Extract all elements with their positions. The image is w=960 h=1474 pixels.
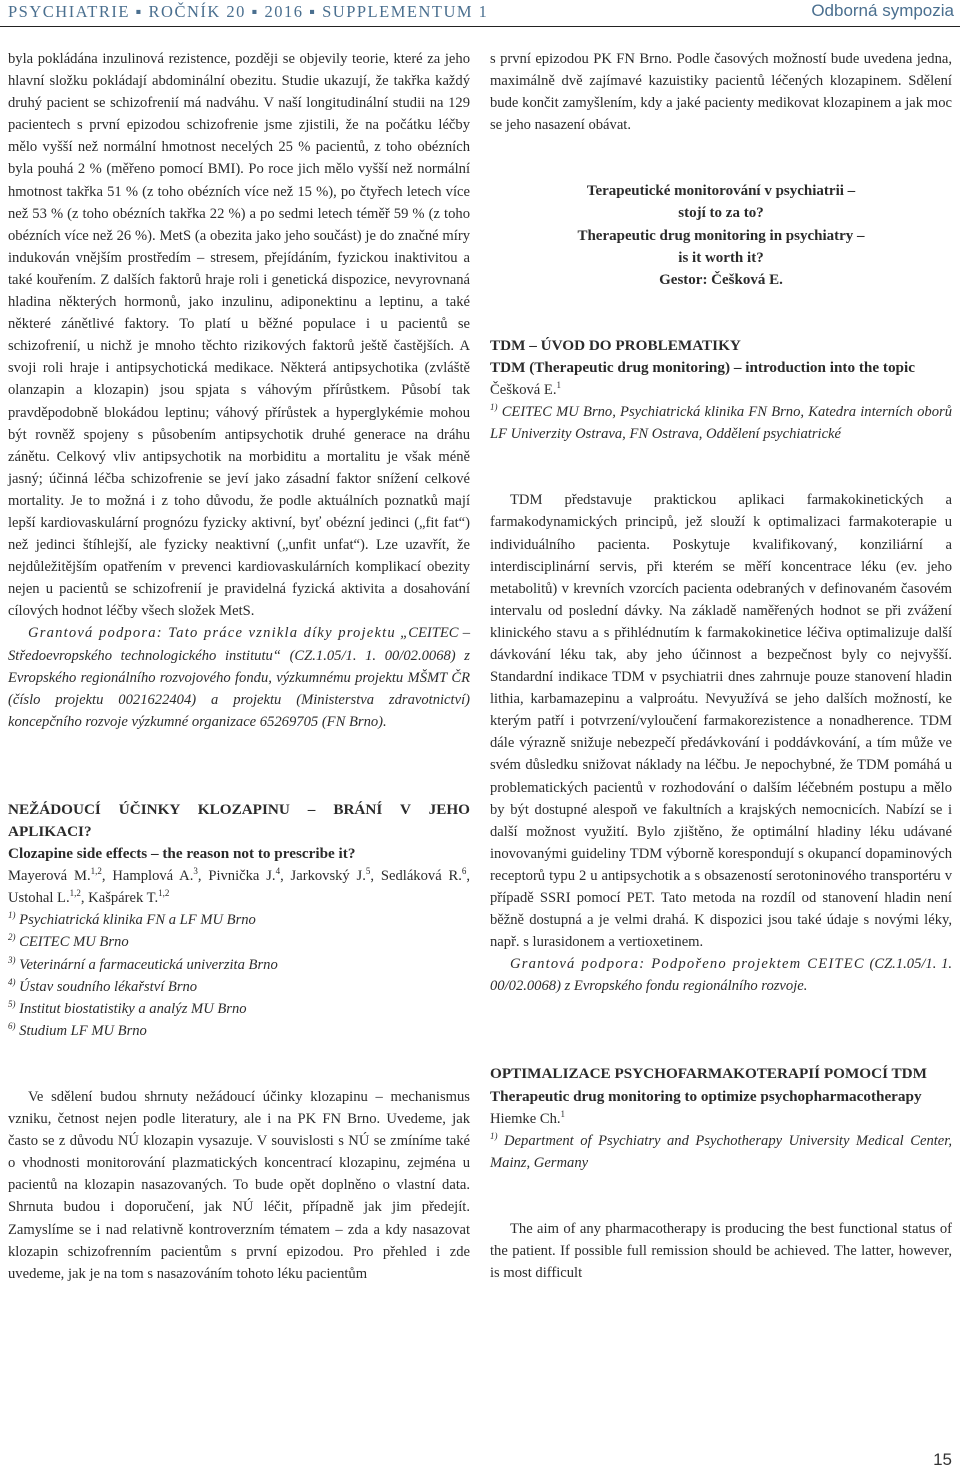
affiliation: $^{5)}$ Institut biostatistiky a analýz MU Brno xyxy=(8,998,247,1017)
affiliation: $^{4)}$ Ústav soudního lékařství Brno xyxy=(8,976,198,995)
tdm-author: Češková E.$^1$ xyxy=(490,380,561,399)
tdm-grant xyxy=(490,953,952,997)
symposium-title-en-2: is it worth it? xyxy=(678,249,764,266)
author: Hamplová A.$^3$, xyxy=(112,866,209,885)
left-column xyxy=(8,48,470,1448)
opt-body: The aim of any pharmacotherapy is producing the best functional status of the patient. If possible full remission should be achieved. The latter, however, is most difficult xyxy=(490,1220,952,1282)
opt-title-cz: OPTIMALIZACE PSYCHOFARMAKOTERAPIÍ POMOCÍ TDM xyxy=(490,1065,927,1083)
tdm-title-en: TDM (Therapeutic drug monitoring) – introduction into the topic xyxy=(490,358,915,376)
opt-title-en: Therapeutic drug monitoring to optimize psychopharmacotherapy xyxy=(490,1087,922,1105)
klozapin-title-cz: NEŽÁDOUCÍ ÚČINKY KLOZAPINU – BRÁNÍ V JEHO APLIKACI? xyxy=(8,800,470,840)
author: Mayerová M.$^{1,2}$, xyxy=(8,866,113,885)
symposium-title-en: Therapeutic drug monitoring in psychiatry – xyxy=(577,227,865,244)
spacer xyxy=(490,1174,952,1218)
tdm-body: TDM představuje praktickou aplikaci farmakokinetických a farmakodynamických principů, jež slouží k optimalizaci farmakoterapie u individuálního pacienta. Poskytuje kvalifikovaný, konziliární a interdisciplinární servis, při kterém se měří koncentrace léku (ev. jeho metabolitů) v krevních vzorcích pacienta odebraných v definovaném časovém intervalu od poslední dávky. Na základě naměřených hodnot se při zvážení klinického stavu a s přihlédnutím k farmakokinetice léčiva optimalizuje další dávkování léku tak, aby jeho účinnost a bezpečnost byly co nejvyšší. Standardní indikace TDM v psychiatrii dnes zahrnuje pouze stanovení hladin lithia, karbamazepinu a valproátu. Nevyužívá se jeho dalších možností, ke kterým patří i potvrzení/vyloučení farmakorezistence a nonadherence. TDM dále výrazně snižuje nebezpečí předávkování i poddávkování, a tím může ve svém důsledku snižovat náklady na léčbu. Je nepochybné, že TDM pomáhá u problematických pacientů v rozhodování o dalším léčebném postupu a mělo by být dostupné alespoň ve fakultních a krajských nemocnicích. Nabízí se i další možnost využití. Bylo zjištěno, že optimální hladiny léku udávané inovovanými guideliny TDM výborně korespondují s okupancí dopaminových receptorů typu 2 u antipsychotik a s obsazeností serotoninového transportéru v případě SSRI pomocí PET. Tato metoda na rozdíl od stanovení hladin není běžně dostupná a je velmi drahá. K dispozici jsou také údaje s novými léky, např. s lurasidonem a vertioxetinem. xyxy=(490,492,952,951)
tdm-affiliation: $^{1)}$ CEITEC MU Brno, Psychiatrická klinika FN Brno, Katedra interních oborů LF Univerzity Ostrava, FN Ostrava, Oddělení psychiatrické xyxy=(490,402,952,443)
author: Ustohal L.$^{1,2}$, xyxy=(8,888,89,907)
spacer xyxy=(490,291,952,335)
continuation-paragraph: s první epizodou PK FN Brno. Podle časových možností bude uvedena jedna, maximálně dvě zajímavé kazuistiky pacientů léčených klozapinem. Sdělení bude končit zamyšlením, kdy a jaké pacienty medikovat klozapinem a jak moc se jeho nasazení obávat. xyxy=(490,51,952,134)
affiliation: $^{6)}$ Studium LF MU Brno xyxy=(8,1020,147,1039)
spacer xyxy=(490,445,952,489)
author: Kašpárek T.$^{1,2}$ xyxy=(88,888,170,907)
header-rule xyxy=(0,26,960,27)
spacer xyxy=(8,1042,470,1086)
affiliation: $^{3)}$ Veterinární a farmaceutická univerzita Brno xyxy=(8,954,278,973)
symposium-title-cz: Terapeutické monitorování v psychiatrii – xyxy=(586,183,856,200)
symposium-title-cz-2: stojí to za to? xyxy=(678,205,764,222)
tdm-title-cz: TDM – ÚVOD DO PROBLEMATIKY xyxy=(490,336,741,354)
journal-title: PSYCHIATRIE ▪ ROČNÍK 20 ▪ 2016 ▪ SUPPLEMENTUM 1 xyxy=(8,2,489,21)
grant-text: „CEITEC – Středoevropského technologického institutu“ (CZ.1.05/1. 1. 00/02.0068) z Evropského regionálního rozvojového fondu, výzkumnému projektu MŠMT ČR (číslo projektu 0021622404) a projektu (Ministerstva zdravotnictví) koncepčního rozvoje výzkumné organizace 65269705 (FN Brno). xyxy=(8,625,470,730)
klozapin-body: Ve sdělení budou shrnuty nežádoucí účinky klozapinu – mechanismus vzniku, četnost nejen podle literatury, ale i na PK FN Brno. Uvedeme, jak často se z důvodu NÚ klozapin vysazuje. V souvislosti s NÚ se zmíníme také o vhodnosti monitorování plazmatických koncentrací klozapinu, zejména u pacientů na klozapin nasazovaných. To bude opět doplněno o vlastní data. Shrnuta budou i doporučení, jak NÚ léčit, případně jak jim předejít. Zamyslíme se i nad relativně kontroverzním tématem – zda a kdy nasazovat klozapin schizofrenním pacientům s první epizodou. Pro přehled i zde uvedeme, jak je na tom s nasazováním tohoto léku pacientům xyxy=(8,1088,470,1282)
page-header xyxy=(0,0,960,24)
tdm-grant-label: Grantová podpora: Podpořeno projektem CEITEC xyxy=(510,956,865,973)
spacer xyxy=(490,136,952,180)
grant-paragraph xyxy=(8,622,470,732)
klozapin-title-en: Clozapine side effects – the reason not to prescribe it? xyxy=(8,845,356,863)
page-number: 15 xyxy=(933,1450,952,1469)
symposium-gestor: Gestor: Češková E. xyxy=(659,271,783,288)
spacer xyxy=(8,733,470,799)
affiliation: $^{1)}$ Psychiatrická klinika FN a LF MU Brno xyxy=(8,910,256,929)
klozapin-authors xyxy=(8,865,470,909)
author: Sedláková R.$^6$, xyxy=(380,866,471,885)
section-name: Odborná sympozia xyxy=(811,1,954,20)
right-column xyxy=(490,48,952,1448)
tdm-grant-text: (CZ.1.05/1. 1. 00/02.0068) z Evropského fondu regionálního rozvoje. xyxy=(490,956,953,995)
symposium-heading xyxy=(490,180,952,290)
author: Pivnička J.$^4$, xyxy=(208,866,291,885)
author: Jarkovský J.$^5$, xyxy=(290,866,381,885)
intro-paragraph: byla pokládána inzulinová rezistence, později se objevily teorie, které za jeho hlavní složku pokládají abdominální obezitu. Studie ukazují, že takřka každý druhý pacient se schizofrenií má nadváhu. V naší longitudinální studii na 129 pacientech s první epizodou schizofrenie jsme zjistili, že na počátku léčby mělo vyšší než normální hmotnost necelých 25 % pacientů, z toho obézních byla pouhá 2 % (měřeno pomocí BMI). Po roce jich mělo vyšší než normální hmotnost takřka 51 % (z toho obézních více než 15 %), po čtyřech letech více než 53 % (z toho obézních takřka 22 %) a po sedmi letech téměř 59 % (z toho obézních více než 26 %). MetS (a obezita jako jeho součást) je do značné míry indukován vnějším prostředím – stresem, přejídáním, fyzickou inaktivitou a také kouřením. Z dalších faktorů hraje roli i genetická dispozice, nevyrovnaná hladina některých hormonů, jako inzulinu, adiponektinu a leptinu, a také některé zánětlivé faktory. To platí u běžné populace i u pacientů se schizofrenií, u nichž je mnoho těchto rizikových faktorů ještě častějších. A svoji roli hraje i antipsychotická medikace. Některá antipsychotika (zvláště olanzapin a klozapin) jsou spjata s váhovým přírůstkem. Působí tak pravděpodobně blokádou leptinu; váhový přírůstek a hyperglykémie mohou být rovněž spojeny s působením antipsychotik druhé generace na dráhu zánětu. Celkový vliv antipsychotik na morbiditu a mortalitu je však méně jasný; účinná léčba schizofrenie se jeví jako zásadní faktor snížení celkové mortality. Je to možná i z toho důvodu, že podle aktuálních poznatků mají lepší kardiovaskulární prognózu fyzicky aktivní, byť obézní jedinci („fit fat“) než jedinci štíhlejší, ale fyzicky neaktivní („unfit unfat“). Lze uzavřít, že nejdůležitějším opatřením v prevenci kardiovaskulárních komplikací obezity nejen u pacientů se schizofrenií je pravidelná fyzická aktivita a dosahování cílových hodnot léčby všech složek MetS. xyxy=(8,51,470,620)
opt-affiliation: $^{1)}$ Department of Psychiatry and Psychotherapy University Medical Center, Mainz, Germany xyxy=(490,1130,952,1171)
grant-label: Grantová podpora: Tato práce vznikla díky projektu xyxy=(28,625,396,642)
opt-author: Hiemke Ch.$^1$ xyxy=(490,1108,566,1127)
spacer xyxy=(490,997,952,1063)
affiliation: $^{2)}$ CEITEC MU Brno xyxy=(8,932,129,951)
